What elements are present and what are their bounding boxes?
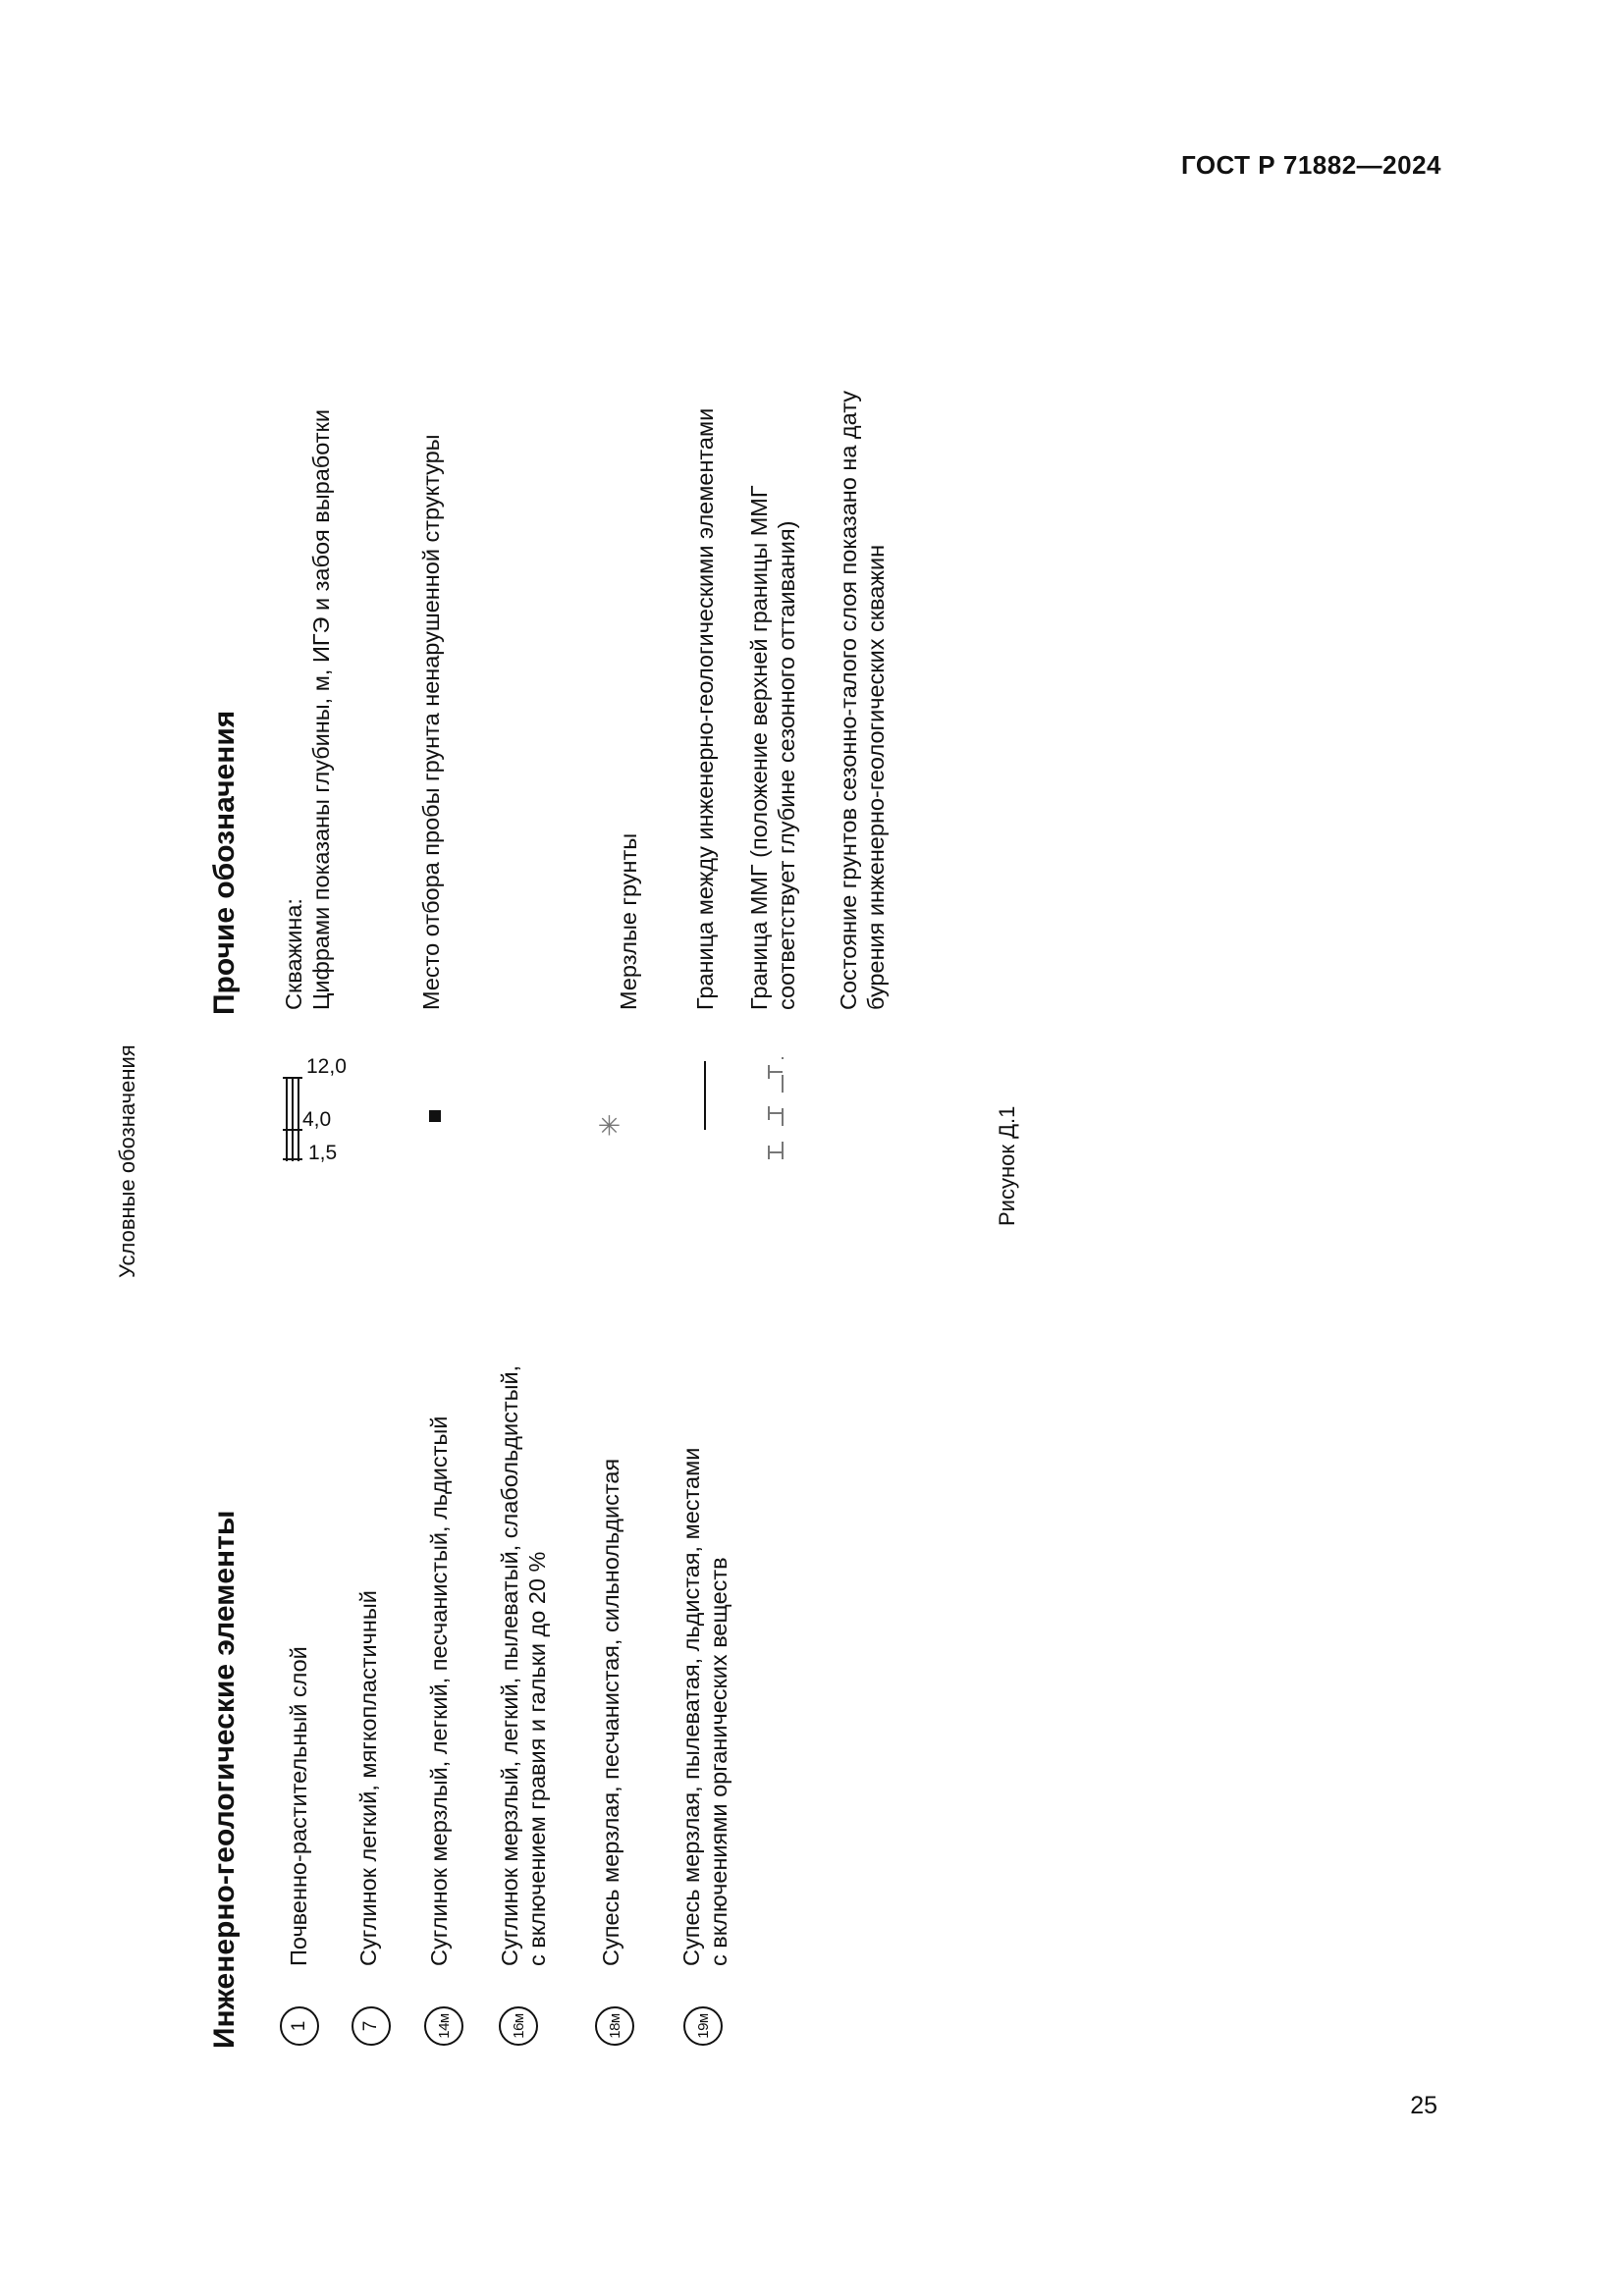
well-depth-label: 1,5: [308, 1142, 338, 1164]
ige-section-title: Инженерно-геологические элементы: [208, 1510, 241, 2049]
ige-code-circle: 1: [280, 2006, 319, 2046]
sample-marker: [429, 1110, 441, 1122]
ige-description: Почвенно-растительный слой: [286, 1646, 311, 1966]
boundary-description: Граница между инженерно-геологическими элементами: [692, 407, 718, 1010]
frozen-description: Мерзлые грунты: [616, 832, 641, 1010]
sample-description: Место отбора пробы грунта ненарушенной структуры: [418, 434, 444, 1010]
ige-code-circle: 14м: [424, 2006, 463, 2046]
figure-caption: Рисунок Д.1: [995, 1105, 1019, 1226]
ige-code-circle: 18м: [595, 2006, 634, 2046]
ige-boundary-line: [704, 1061, 706, 1130]
ige-code-circle: 7: [352, 2006, 391, 2046]
ige-code-circle: 16м: [499, 2006, 538, 2046]
other-section-title: Прочие обозначения: [208, 710, 241, 1015]
well-depth-label: 4,0: [302, 1108, 332, 1131]
mmg-description: Граница ММГ (положение верхней границы ММГ: [746, 485, 772, 1010]
standard-header: ГОСТ Р 71882—2024: [1180, 150, 1441, 180]
well-description: Цифрами показаны глубины, м, ИГЭ и забоя выработки: [308, 409, 334, 1010]
seasonal-description: бурения инженерно-геологических скважин: [863, 544, 889, 1010]
well-depth-label: 12,0: [306, 1055, 347, 1078]
ige-description: Суглинок мерзлый, легкий, песчанистый, льдистый: [426, 1415, 452, 1966]
frozen-soil-icon: ✳: [597, 1110, 622, 1142]
ige-description: Супесь мерзлая, песчанистая, сильнольдистая: [598, 1458, 623, 1966]
ige-description: с включениями органических веществ: [706, 1557, 731, 1966]
page-number: 25: [1410, 2092, 1437, 2119]
well-description: Скважина:: [281, 898, 306, 1010]
ige-description: Суглинок легкий, мягкопластичный: [355, 1590, 381, 1966]
legend-title: Условные обозначения: [115, 1044, 139, 1278]
ige-description: Супесь мерзлая, пылеватая, льдистая, местами: [678, 1447, 704, 1966]
mmg-description: соответствует глубине сезонного оттаивания): [774, 520, 799, 1010]
ige-code-circle: 19м: [683, 2006, 723, 2046]
ige-description: с включением гравия и гальки до 20 %: [524, 1551, 550, 1966]
ige-description: Суглинок мерзлый, легкий, пылеватый, слабольдистый,: [497, 1364, 522, 1966]
borehole-symbol: [275, 1055, 569, 1167]
seasonal-description: Состояние грунтов сезонно-талого слоя показано на дату: [836, 391, 861, 1010]
mmg-boundary-symbol: [751, 1049, 795, 1167]
